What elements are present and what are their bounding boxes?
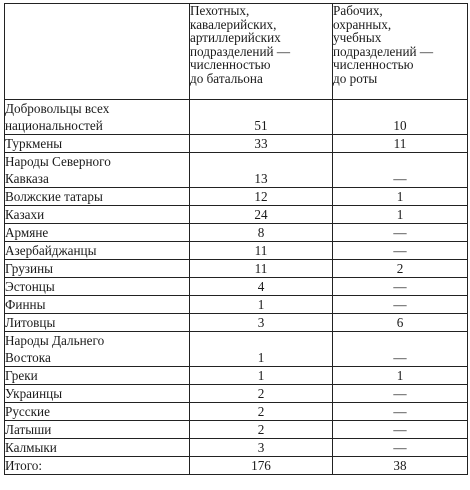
battalion-count-cell: 13 <box>190 153 333 188</box>
table-row <box>5 296 468 314</box>
nationality-cell: Эстонцы <box>5 278 190 296</box>
table-row <box>5 188 468 206</box>
table-row <box>5 153 468 188</box>
table-row <box>5 403 468 421</box>
company-count-cell: 38 <box>333 457 468 475</box>
nationality-cell: Греки <box>5 367 190 385</box>
nationality-cell: Волжские татары <box>5 188 190 206</box>
table-row <box>5 367 468 385</box>
nationality-cell: Добровольцы всех национальностей <box>5 100 190 135</box>
battalion-count-cell: 4 <box>190 278 333 296</box>
battalion-count-cell: 8 <box>190 224 333 242</box>
nationality-cell: Туркмены <box>5 135 190 153</box>
battalion-count-cell: 12 <box>190 188 333 206</box>
company-count-cell: — <box>333 403 468 421</box>
company-count-cell: 2 <box>333 260 468 278</box>
battalion-count-cell: 11 <box>190 260 333 278</box>
battalion-count-cell: 51 <box>190 100 333 135</box>
nationality-cell: Русские <box>5 403 190 421</box>
header-row <box>5 4 468 100</box>
battalion-count-cell: 11 <box>190 242 333 260</box>
table-row <box>5 278 468 296</box>
table-row <box>5 224 468 242</box>
battalion-count-cell: 33 <box>190 135 333 153</box>
company-count-cell: 10 <box>333 100 468 135</box>
nationality-cell: Народы Дальнего Востока <box>5 332 190 367</box>
header-battalion-column: Пехотных, кавалерийских, артиллерийских подразделений — численностью до батальона <box>190 4 333 100</box>
company-count-cell: — <box>333 153 468 188</box>
company-count-cell: 11 <box>333 135 468 153</box>
company-count-cell: — <box>333 242 468 260</box>
battalion-count-cell: 176 <box>190 457 333 475</box>
table-row <box>5 421 468 439</box>
company-count-cell: 1 <box>333 367 468 385</box>
table-row <box>5 385 468 403</box>
nationality-cell: Украинцы <box>5 385 190 403</box>
nationality-cell: Народы Северного Кавказа <box>5 153 190 188</box>
nationality-cell: Латыши <box>5 421 190 439</box>
company-count-cell: 1 <box>333 206 468 224</box>
table-row <box>5 135 468 153</box>
table-row <box>5 206 468 224</box>
table-body <box>5 100 468 475</box>
nationality-cell: Армяне <box>5 224 190 242</box>
battalion-count-cell: 1 <box>190 296 333 314</box>
nationality-cell: Итого: <box>5 457 190 475</box>
table-row <box>5 314 468 332</box>
company-count-cell: — <box>333 385 468 403</box>
nationality-cell: Финны <box>5 296 190 314</box>
battalion-count-cell: 24 <box>190 206 333 224</box>
company-count-cell: — <box>333 332 468 367</box>
company-count-cell: — <box>333 296 468 314</box>
table-row <box>5 260 468 278</box>
nationality-cell: Литовцы <box>5 314 190 332</box>
header-empty-cell <box>5 4 190 100</box>
total-row <box>5 457 468 475</box>
units-table <box>4 3 468 475</box>
battalion-count-cell: 2 <box>190 403 333 421</box>
company-count-cell: 1 <box>333 188 468 206</box>
battalion-count-cell: 1 <box>190 367 333 385</box>
company-count-cell: — <box>333 224 468 242</box>
header-company-column: Рабочих, охранных, учебных подразделений — численностью до роты <box>333 4 468 100</box>
nationality-cell: Калмыки <box>5 439 190 457</box>
battalion-count-cell: 2 <box>190 421 333 439</box>
company-count-cell: — <box>333 439 468 457</box>
battalion-count-cell: 3 <box>190 439 333 457</box>
nationality-cell: Грузины <box>5 260 190 278</box>
table-row <box>5 242 468 260</box>
battalion-count-cell: 3 <box>190 314 333 332</box>
nationality-cell: Казахи <box>5 206 190 224</box>
nationality-cell: Азербайджанцы <box>5 242 190 260</box>
company-count-cell: — <box>333 421 468 439</box>
table-row <box>5 332 468 367</box>
company-count-cell: — <box>333 278 468 296</box>
table-row <box>5 100 468 135</box>
table-row <box>5 439 468 457</box>
battalion-count-cell: 2 <box>190 385 333 403</box>
company-count-cell: 6 <box>333 314 468 332</box>
battalion-count-cell: 1 <box>190 332 333 367</box>
